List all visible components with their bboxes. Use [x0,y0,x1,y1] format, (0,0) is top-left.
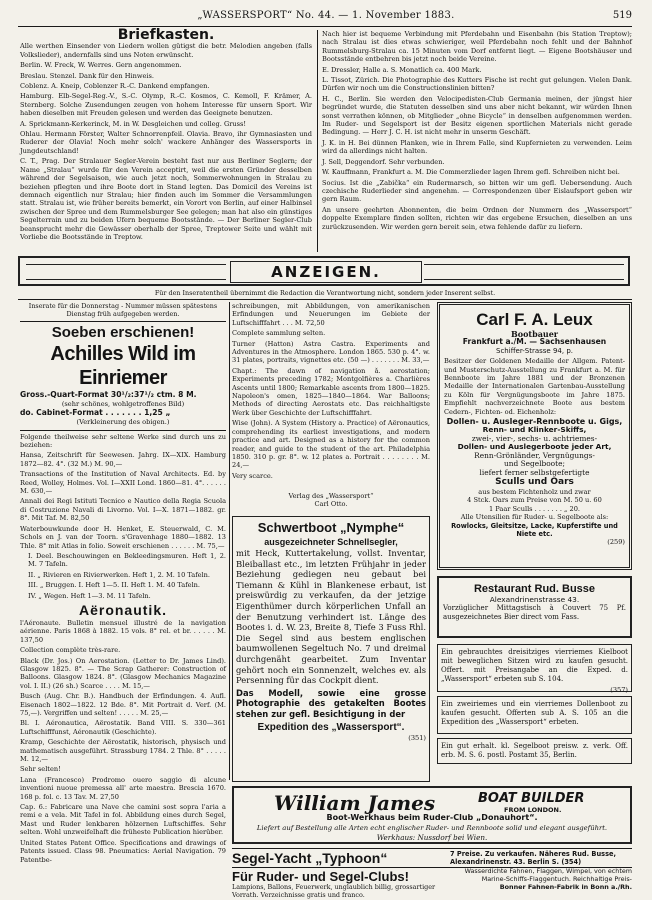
james-subtitle: Boot-Werkhaus beim Ruder-Club „Donauhort“. [326,813,538,822]
book-item: Waterbouwkunde door H. Henket, E. Steuerwald, C. M. Schols en J. van der Toorn. s'Gravenhage 1880—1882. 13 Thle. 8° mit Atlas in folio. Soweit erschienen . . . . . . M. 75,— [20,524,226,550]
leux-boat-types: zwei-, vier-, sechs- u. achtriemes- [471,433,598,443]
small-ad-text: Ein zweiriemes und ein vierriemes Dollenboot zu kaufen gesucht. Offerten sub A. S. 105 an die Expedition des „Wassersport“ erbeten. [441,700,628,726]
book-note: Collection complète très-rare. [20,646,121,655]
page-number: 519 [612,10,632,21]
flaggen-title: Für Ruder- und Segel-Clubs! [232,869,409,884]
briefkasten-entry: C. T., Prag. Der Stralauer Segler-Verein besteht fast nur aus Berliner Seglern; der Name „Stralau“ wurde für den Verein acceptirt, weil die ersten Gründer desselben während der Segelsaison, wie auch jetzt noch, Sommerwohnungen in Stralau zu beziehen pflegten und ihre Boote dort in Stand legten. Das Domicil des Vereins ist demnach eigentlich nur Stralau; hier finden auch im Sommer die Versammlungen statt. Stralau ist, wie früher bereits bemerkt, ein Vorort von Berlin, auf einer Halbinsel zwischen der Spree und dem Rummelsburger See gelegen; man hat also ein günstiges Segelterrain und zu beiden Ufern bequeme Bootsstände. — Der Berliner Segler-Club beansprucht mehr die Gewässer oberhalb der Spree, Treptower Seite und wählt mit Vorliebe die Bootsstände in Treptow. [20,157,312,241]
small-ad [437,696,632,734]
ads-column-1 [20,302,226,898]
format-large-note: (sehr schönes, wohlgetroffenes Bild) [61,399,185,408]
leux-address: Frankfurt a./M. — Sachsenhausen [462,337,607,347]
book-note: Chapt.: The dawn of navigation ǎ. aerostation; Experiments preceding 1782; Montgolfières a. Charlières Ascents until 1800; Remarkable ascents from 1800—1825. Napoleon's omen, 1825—1840—1864. War Balloons; Methods of directing Aerostats etc. Das reichhaltigste Werk über Geschichte der Luftschifffahrt. [232,366,430,417]
divider [20,430,226,431]
nymphe-body-2: Das Modell, sowie eine grosse Photographie des getakelten Bootes stehen zur gefl. Besichtigung in der [236,687,426,719]
book-item: Hansa, Zeitschrift für Seewesen. Jahrg. IX—XIX. Hamburg 1872—82. 4°. (32 M.) M. 90,— [20,451,226,468]
book-note: Cap. 6.: Fabricare una Nave che camini sost sopra l'aria a remi e a vela. Mit Tafel in fol. Abbildung eines durch Segel, Mast und Ruder lenkbaren hölzernen Luftschiffes. Sehr selten. Wohl unzweifelhaft die früheste Publication hierüber. [20,803,226,837]
james-ad [232,786,632,844]
busse-address: Alexandrinenstrasse 43. [489,595,580,604]
james-trade: BOAT BUILDER [478,791,585,806]
leux-note: Alle Utensilien für Ruder- u. Segelboote als: [460,513,609,522]
book-item: Black (Dr. Jos.) On Aerostation. (Letter to Dr. James Lind). Glasgow 1825. 8°. — The Scrap Gatherer: Construction of Balloons. Glasgow 1824. 8°. (Glasgow Mechanics Magazine vol. I. II.) (26 sh.) Scarce . . . . M. 15,— [20,656,226,690]
soeben-heading: Soeben erschienen! [51,323,195,341]
leux-boat-types: Renn-Grönländer, Vergnügungs- [474,450,595,460]
briefkasten-entry: Nach hier ist bequeme Verbindung mit Pferdebahn und Eisenbahn (bis Station Treptow); nach Stralau ist dies etwas schwieriger, weil Pferdebahn noch fehlt und der Bahnhof Rummelsburg-Stralau ca. 15 Minuten vom Dorf entfernt liegt. — Eigene Bootshäuser und Bootsstände entbehren bis jetzt noch beide Vereine. [322,30,632,64]
briefkasten-entry: An unsere geehrten Abonnenten, die beim Ordnen der Nummern des „Wassersport“ doppelte Exemplare finden sollten, richten wir das ergebene Ersuchen, dieselben an uns zurückzusenden. Wir werden gern bereit sein, etwa fehlende dafür zu liefern. [322,205,632,231]
briefkasten-title: Briefkasten. [117,27,215,43]
leux-ad [437,302,632,570]
james-header [238,791,626,813]
ad-code: (354) [561,858,582,866]
small-ad [437,644,632,692]
header-title: „WASSERSPORT“ No. 44. — 1. November 1883. [197,10,455,21]
banner-ornament-left [26,264,226,280]
book-item: l'Aéronaute. Bulletin mensuel illustré de la navigation aérienne. Paris 1868 à 1882. 15 vols. 8° rel. et br. . . . . . M. 137,50 [20,618,226,644]
book-subitem: I. Deel. Beschouwingen en Bekleedingsmuren. Heft 1, 2. M. 7 Tafeln. [28,551,226,569]
briefkasten-left [20,27,312,252]
james-from: FROM LONDON. [504,806,562,814]
book-note: Complete sammlung selten. [232,329,326,338]
busse-title: Restaurant Rud. Busse [473,583,596,595]
leux-role: Bootbauer [510,329,559,339]
small-ad-text: Ein gut erhalt. kl. Segelboot preisw. z. verk. Off. erb. M. S. 6. postl. Postamt 35, Berlin. [441,742,628,759]
nymphe-title: Schwertboot „Nymphe“ [257,520,405,535]
typhoon-title: Segel-Yacht „Typhoon“ [232,850,388,866]
leux-name: Carl F. A. Leux [476,310,593,329]
flaggen-side [452,868,632,891]
flaggen-side-text: Wasserdichte Fahnen, Flaggen, Wimpel, von echtem Marine-Schiffs-Flaggentuch. Reichhaltige Preis- [464,867,632,883]
nymphe-body: mit Heck, Kuttertakelung, vollst. Inventar, Bleiballast etc., im letzten Frühjahr in jeder Beziehung gediegen neu gebaut bei Tiemann & Kühl in Blankenese erbaut, ist preiswürdig zu verkaufen, da der jetzige Eigenthümer durch körperlichen Unfall an der Benutzung verhindert ist. Länge des Bootes i. d. W. 23, Breite 8, Tiefe 3 Fuss Rhl. Die Segel sind aus bestem englischen baumwollenen Segeltuch No. 7 und dreimal durchgenäht gearbeitet. Zum Inventar gehört noch ein Sonnenzelt, welches ev. als Persenning für das Cockpit dient. [236,548,426,686]
banner-rule [18,299,632,300]
briefkasten-entry: W. Kauffmann, Frankfurt a. M. Die Commerzlieder lagen Ihrem gefl. Schreiben nicht bei. [322,168,620,177]
book-item: schreibungen, mit Abbildungen, von amerikanischen Erfindungen und Neuerungen im Gebiete der Luftschifffahrt . . . M. 72,50 [232,302,430,327]
publisher-name: Carl Otto. [314,500,348,509]
book-subitem: IV. „ Wegen. Heft 1—3. M. 11 Tafeln. [28,591,151,600]
briefkasten-entry: E. Dressler, Halle a. S. Monatlich ca. 400 Mark. [322,65,482,74]
running-header [20,10,632,24]
book-item: Turner (Hatton) Astra Castra. Experiments and Adventures in the Atmosphere. London 1865. 530 p. 4°. w. 31 plates, portraits, vignettes etc. (50 —) . . . . . . . M. 33,— [232,339,430,365]
briefkasten-entry: L. Tissot, Zürich. Die Photographie des Kutters Fische ist recht gut gelungen. Vielen Dank. Dürfen wir noch um die Constructionslinien bitten? [322,76,632,93]
leux-sculls: Sculls und Oars [495,476,574,487]
briefkasten-entry: J. K. in H. Bei dünnen Planken, wie in Ihrem Falle, sind Kupfernieten zu verwenden. Leim wird da allerdings nicht halten. [322,138,632,156]
banner-title: ANZEIGEN. [271,263,381,281]
briefkasten-entry: J. Sell, Deggendorf. Sehr verbunden. [322,157,445,166]
leux-boat-types: Dollen- u. Ausleger-Rennboote u. Gigs, [446,417,623,427]
ads-column-2-books [232,302,430,480]
format-cabinet-note: (Verkleinerung des obigen.) [76,418,170,427]
book-item: Wise (John). A System (History a. Practice) of Aëronautics, comprehending its earliest investigations, and modern practice and art. Designed as a history for the common reader, and guide to the student of the art. Philadelphia 1850. 310 p. gr. 8°. w. 12 plates a. Portrait . . . . . . . . M. 24,— [232,419,430,470]
aeronautik-heading: Aëronautik. [78,601,167,618]
book-note: Bl. I. Aéronautica, Aërostatik. Band VIII. S. 330—361 Luftschifffunst, Aéronautik (Geschichte). [20,719,226,736]
ad-code: (351) [408,733,426,742]
banner-label-box [230,261,422,283]
james-name: William James [274,791,436,815]
flaggen-body: Lampions, Ballons, Feuerwerk, unglaublich billig, grossartiger Vorrath. Verzeichnisse gratis und franco. [232,883,436,899]
nymphe-subtitle: ausgezeichneter Schnellsegler, [264,537,398,547]
banner-disclaimer: Für den Inseratentheil übernimmt die Redaction die Verantwortung nicht, sondern jeder Inserent selbst. [154,289,496,297]
book-item: Transactions of the Institution of Naval Architects. Ed. by Reed, Wolley, Holmes. Vol. I—XXII Lond. 1860—81. 4°. . . . . . M. 630,— [20,470,226,496]
leux-body: Besitzer der Goldenen Medaille der Allgem. Patent- und Musterschutz-Ausstellung zu Frankfurt a. M. für Bennboote im Jahre 1881 und der Bronzenen Medaille der Internationalen Gartenbau-Ausstellung zu Köln für Vergnügungsboote im Jahre 1875. Empfiehlt nachverzeichnete Boote aus bestem Cedern-, Fichten- od. Eichenholz: [444,357,625,416]
small-ad-text: Ein gebrauchtes dreisitziges vierriemes Kielboot mit beweglichen Sitzen wird zu kaufen gesucht. Offert. mit Preisangabe an die Exped. d. „Wassersport“ erbeten sub S. 104. [441,648,628,683]
divider [20,321,226,322]
briefkasten-entry: Ohlau. Hermann Förster, Walter Schnorrenpfeil. Olavia. Bravo, ihr Gymnasiasten und Ruderer der Olavia! Noch mehr solch' wackere Anhänger des Wassersports in Jungdeutschland! [20,130,312,155]
briefkasten-entry: Breslau. Stenzel. Dank für den Hinweis. [20,71,154,80]
flaggen-maker: Bonner Fahnen-Fabrik in Bonn a./Rh. [499,882,632,891]
banner-ornament-right [424,264,624,280]
briefkasten-entry: Coblenz. A. Kneip, Coblenzer R.-C. Dankend empfangen. [20,82,210,91]
book-item: Kramp, Geschichte der Aërostatik, historisch, physisch und mathematisch ausgeführt. Strassburg 1784. 2 Thle. 8° . . . . . M. 12,— [20,738,226,764]
book-item: Lana (Francesco) Prodromo ouero saggio di alcune inventioni nuoue premessa all' arte maestra. Brescia 1670. 168 p. fol. c. 13 Tav. M. 27,50 [20,775,226,801]
header-rule [18,26,632,27]
briefkasten-entry: Hamburg. Elb-Segel-Reg.-V., S.-C. Olymp, R.-C. Kosmos, C. Kemoll, F. Krämer, A. Sternberg. Solche Zusendungen zeugen von hohem Interesse für unsern Sport. Wir haben dieselben mit Freuden gelesen und werden das Geeignete benutzen. [20,92,312,118]
leux-address-2: Schiffer-Strasse 94, p. [496,346,573,355]
leux-sculls-line: 4 Stck. Oars zum Preise von M. 50 u. 60 [467,496,602,505]
ad-code: (259) [607,538,625,547]
leux-note: Rowlocks, Gleitsitze, Lacke, Kupferstifte und Niete etc. [451,521,618,538]
briefkasten-entry: H. C., Berlin. Sie werden den Velocipedisten-Club Germania meinen, der jüngst hier begründet wurde, die Statuten desselben sind uns aber nicht bekannt, wir würden Ihnen sonst verrathen können, ob Mitglieder „ohne Bicycle“ in denselben aufgenommen werden. Im Ruder- und Segelsport ist der Besitz eigenen sportlichen Materials nicht gerade Bedingung. — Herr J. C. H. ist nicht mehr in unserm Geschäft. [322,94,632,137]
book-subitem: II. „ Rivieren en Rivierwerken. Heft 1, 2. M. 10 Tafeln. [28,570,211,579]
leux-boat-types: Renn- und Klinker-Skiffs, [482,425,587,435]
column-divider [317,30,318,252]
deadline-notice: Inserate für die Donnerstag - Nummer müssen spätestens Dienstag früh aufgegeben werden. [28,302,218,319]
briefkasten-entry: A. Sprickmann-Kerkerinck, M. in W. Desgleichen und colleg. Gruss! [20,119,247,128]
anzeigen-banner [18,256,630,286]
publisher-label: Verlag des „Wassersport“ [288,492,374,500]
leux-boat-types: Dollen- und Auslegerboote jeder Art, [457,442,612,452]
james-line: Liefert auf Bestellung alle Arten echt englischer Ruder- und Rennboote solid und elegant ausgeführt. [256,824,608,832]
format-large: Gross.-Quart-Format 30¹/₂:37¹/₂ ctm. 8 M. [20,389,197,399]
book-intro: Folgende theilweise sehr seltene Werke sind durch uns zu beziehen: [20,432,226,450]
briefkasten-entry: Socius. Ist die „Zabička“ ein Rudermarsch, so bitten wir um gefl. Uebersendung. Auch czechische Ruderlieder sind angenehm. — Correspondenzen über Eislaufsport geben wir gern Raum. [322,178,632,204]
nymphe-ad [232,516,430,782]
leux-boat-types: liefert ferner selbstgefertigte [479,467,590,477]
book-note: Sehr selten! [20,765,61,774]
book-item: Annali dei Regi Istituti Tecnico e Nautico della Regia Scuola di Costruzione Navali di Livorno. Vol. I—X. 1871—1882. gr. 8°. Mit Taf. M. 82,50 [20,497,226,523]
book-subitem: III. „ Bruggen. I. Heft 1—5. II. Heft 1. M. 40 Tafeln. [28,581,201,590]
nymphe-expedition: Expedition des „Wassersport“. [257,721,405,733]
small-ad [437,738,632,764]
busse-body: Vorzüglicher Mittagstisch à Couvert 75 Pf. ausgezeichnetes Bier direct vom Fass. [443,604,626,622]
book-item: United States Patent Office. Specifications and drawings of Patents issued. Class 98. Pneumatics: Aerial Navigation. 79 Patentbe- [20,838,226,864]
book-item: Busch (Aug. Chr. B.). Handbuch der Erfindungen. 4. Aufl. Eisenach 1802—1822. 12 Bde. 8°. Mit Portrait d. Verf. (M. 75,—). Vergriffen und selten! . . . . . M. 25,— [20,692,226,717]
book-note: Very scarce. [232,471,273,480]
briefkasten-right [322,30,632,252]
busse-ad [437,576,632,638]
leux-sculls-line: 1 Paar Sculls . . . . . . . „ 20. [488,504,581,513]
typhoon-side-text: 7 Preise. Zu verkaufen. Näheres Rud. Busse, Alexandrinenstr. 43. Berlin S. [450,850,616,866]
column-divider [229,302,230,780]
publisher-block [232,492,430,512]
leux-boat-types: und Segelboote; [504,459,565,469]
briefkasten-entry: Alle werthen Einsender von Liedern wollen gütigst die betr. Melodien angeben (falls Volkslieder), andernfalls sind uns Noten erwünscht. [20,42,312,59]
ad-code: (357) [610,686,628,694]
typhoon-side [450,850,632,866]
briefkasten-entry: Berlin. W. Freck, W. Werres. Gern angenommen. [20,61,182,70]
achilles-heading: Achilles Wild im Einriemer [50,342,196,389]
leux-sculls-line: aus bestem Fichtenholz und zwar [478,487,591,496]
divider [232,848,632,849]
james-location: Werkhaus: Nussdorf bei Wien. [376,833,488,842]
format-cabinet: do. Cabinet-Format . . . . . . . 1,25 „ [20,408,171,418]
